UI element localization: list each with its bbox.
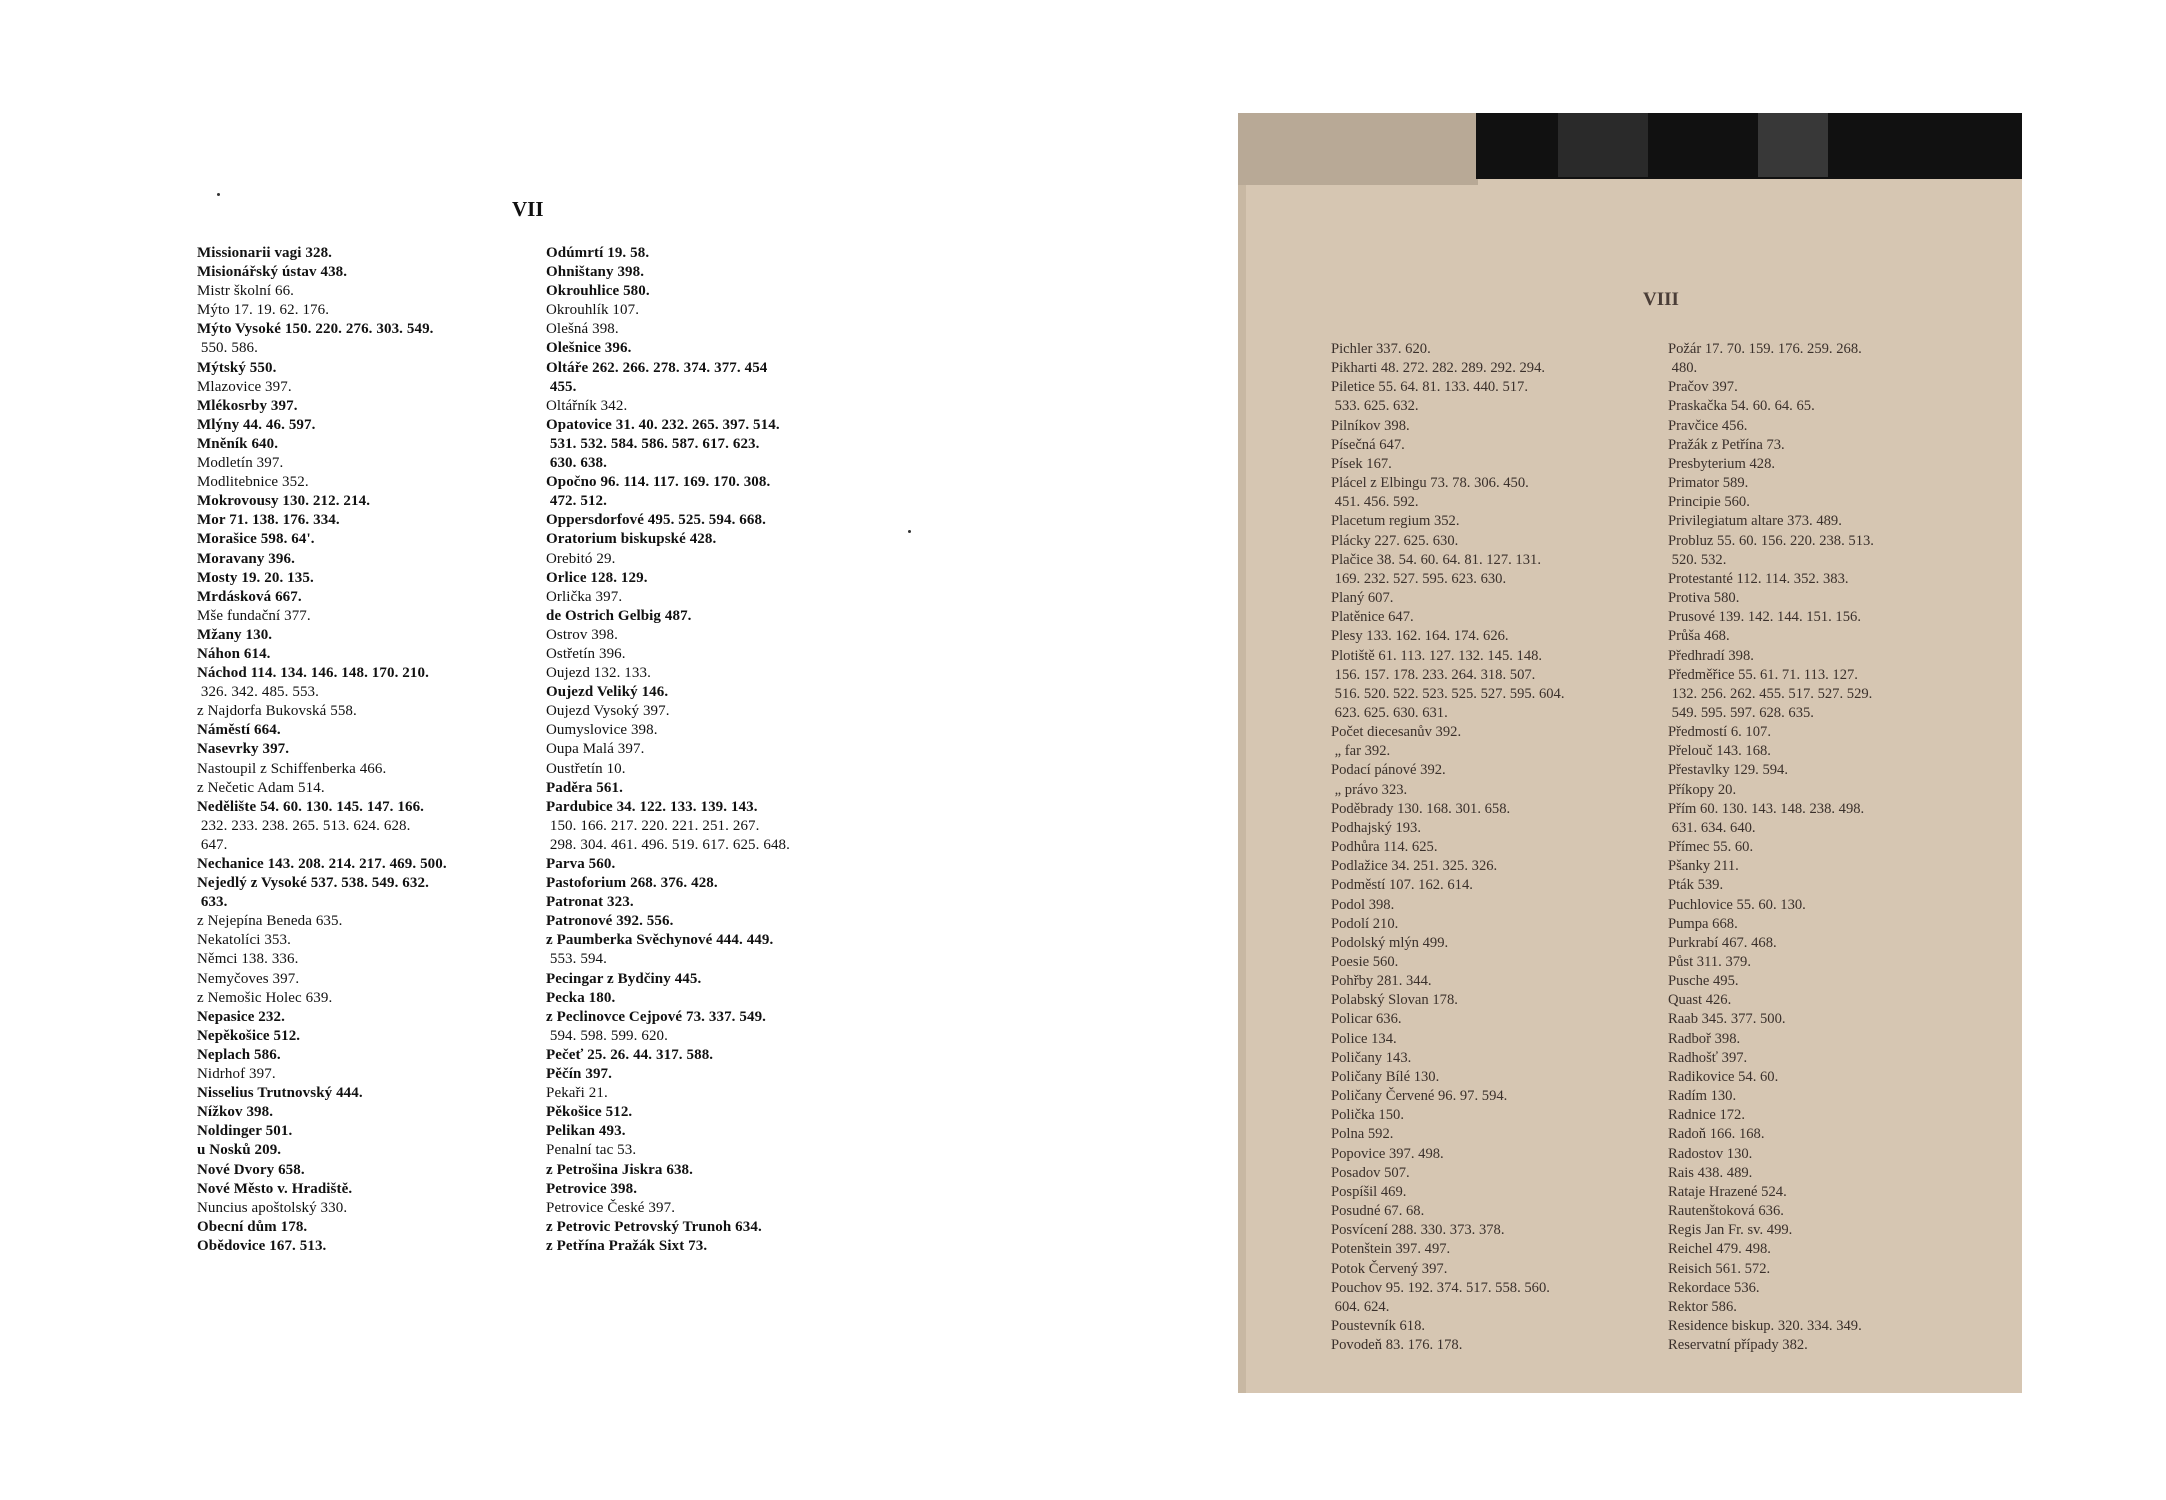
index-entry: Nemyčoves 397. bbox=[197, 970, 300, 987]
index-entry: Oupa Malá 397. bbox=[546, 741, 645, 758]
index-entry: Misionářský ústav 438. bbox=[197, 264, 348, 281]
index-entry: Rautenštoková 636. bbox=[1668, 1203, 1784, 1220]
index-entry: Quast 426. bbox=[1668, 992, 1732, 1009]
index-entry: 326. 342. 485. 553. bbox=[197, 684, 319, 701]
index-entry: Nedělište 54. 60. 130. 145. 147. 166. bbox=[197, 798, 425, 815]
index-entry: Poděbrady 130. 168. 301. 658. bbox=[1331, 800, 1511, 817]
index-entry: Okrouhlík 107. bbox=[546, 302, 640, 319]
index-entry: de Ostrich Gelbig 487. bbox=[546, 607, 692, 624]
index-entry: Oujezd Veliký 146. bbox=[546, 684, 669, 701]
index-entry: Pospíšil 469. bbox=[1331, 1183, 1407, 1200]
index-entry: Podací pánové 392. bbox=[1331, 762, 1446, 779]
index-entry: Předhradí 398. bbox=[1668, 647, 1754, 664]
index-entry: Nepěkošice 512. bbox=[197, 1027, 301, 1044]
index-entry: z Paumberka Svěchynové 444. 449. bbox=[546, 932, 774, 949]
index-entry: Police 134. bbox=[1331, 1030, 1397, 1047]
index-entry: z Nečetic Adam 514. bbox=[197, 779, 325, 796]
index-entry: Radikovice 54. 60. bbox=[1668, 1068, 1779, 1085]
index-entry: Oujezd 132. 133. bbox=[546, 665, 651, 682]
index-entry: Mistr školní 66. bbox=[197, 283, 295, 300]
index-entry: Radnice 172. bbox=[1668, 1107, 1746, 1124]
index-entry: Nekatolíci 353. bbox=[197, 932, 291, 949]
index-entry: Modlitebnice 352. bbox=[197, 474, 309, 491]
index-entry: Patronat 323. bbox=[546, 894, 634, 911]
index-entry: Písek 167. bbox=[1331, 455, 1392, 472]
index-entry: Radostov 130. bbox=[1668, 1145, 1753, 1162]
index-entry: Ohništany 398. bbox=[546, 264, 645, 281]
index-entry: Placetum regium 352. bbox=[1331, 513, 1460, 530]
index-entry: Mor 71. 138. 176. 334. bbox=[197, 512, 340, 529]
index-entry: Mosty 19. 20. 135. bbox=[197, 569, 314, 586]
index-entry: Nechanice 143. 208. 214. 217. 469. 500. bbox=[197, 856, 447, 872]
index-entry: Radboř 398. bbox=[1668, 1030, 1741, 1047]
index-entry: Popovice 397. 498. bbox=[1331, 1145, 1444, 1162]
index-entry: Orlička 397. bbox=[546, 588, 623, 605]
index-entry: Radím 130. bbox=[1668, 1088, 1737, 1105]
index-entry: Modletín 397. bbox=[197, 455, 284, 472]
index-entry: „ právo 323. bbox=[1331, 781, 1408, 798]
index-entry: Piletice 55. 64. 81. 133. 440. 517. bbox=[1331, 379, 1529, 396]
index-entry: Penalní tac 53. bbox=[546, 1142, 637, 1159]
index-entry: Poličany Bílé 130. bbox=[1331, 1068, 1440, 1085]
index-entry: 623. 625. 630. 631. bbox=[1331, 704, 1448, 721]
index-entry: Mokrovousy 130. 212. 214. bbox=[197, 493, 371, 510]
index-entry: Podolský mlýn 499. bbox=[1331, 934, 1449, 951]
index-entry: Paděra 561. bbox=[546, 779, 623, 796]
index-entry: Reichel 479. 498. bbox=[1668, 1241, 1771, 1258]
index-entry: Missionarii vagi 328. bbox=[197, 245, 333, 261]
index-entry: Poličany 143. bbox=[1331, 1049, 1412, 1066]
index-entry: 531. 532. 584. 586. 587. 617. 623. bbox=[546, 435, 760, 452]
speck-mark bbox=[217, 193, 220, 196]
index-entry: 647. bbox=[197, 836, 228, 853]
index-entry: Potenštein 397. 497. bbox=[1331, 1241, 1451, 1258]
page-spine-edge bbox=[1238, 185, 1246, 1393]
index-entry: Plotiště 61. 113. 127. 132. 145. 148. bbox=[1331, 647, 1543, 664]
index-entry: Nejedlý z Vysoké 537. 538. 549. 632. bbox=[197, 875, 429, 892]
index-entry: Požár 17. 70. 159. 176. 259. 268. bbox=[1668, 341, 1862, 357]
scan-edge-shade bbox=[1758, 113, 1828, 177]
index-entry: Protestanté 112. 114. 352. 383. bbox=[1668, 570, 1849, 587]
page-number: VII bbox=[512, 197, 544, 221]
right-page-scan bbox=[1238, 113, 2022, 1393]
index-entry: Protiva 580. bbox=[1668, 590, 1740, 607]
index-entry: Purkrabí 467. 468. bbox=[1668, 934, 1777, 951]
index-entry: Nuncius apoštolský 330. bbox=[197, 1199, 348, 1216]
index-entry: z Najdorfa Bukovská 558. bbox=[197, 703, 357, 720]
index-entry: Plácel z Elbingu 73. 78. 306. 450. bbox=[1331, 475, 1529, 492]
index-entry: Pardubice 34. 122. 133. 139. 143. bbox=[546, 798, 758, 815]
index-entry: Náhon 614. bbox=[197, 645, 271, 662]
index-entry: Nasevrky 397. bbox=[197, 741, 290, 758]
index-entry: Probluz 55. 60. 156. 220. 238. 513. bbox=[1668, 532, 1874, 549]
index-entry: Primator 589. bbox=[1668, 475, 1749, 492]
index-entry: 550. 586. bbox=[197, 340, 258, 357]
index-entry: Petrovice 398. bbox=[546, 1180, 638, 1197]
index-entry: Pečeť 25. 26. 44. 317. 588. bbox=[546, 1046, 714, 1063]
index-entry: Nisselius Trutnovský 444. bbox=[197, 1085, 363, 1102]
index-entry: Nastoupil z Schiffenberka 466. bbox=[197, 760, 387, 777]
index-entry: Náměstí 664. bbox=[197, 722, 281, 739]
index-entry: Oratorium biskupské 428. bbox=[546, 531, 717, 548]
index-entry: Obecní dům 178. bbox=[197, 1218, 308, 1235]
index-entry: Olešnice 396. bbox=[546, 340, 632, 357]
index-entry: Přelouč 143. 168. bbox=[1668, 743, 1771, 760]
index-entry: Radhošť 397. bbox=[1668, 1049, 1748, 1066]
index-entry: Orebitó 29. bbox=[546, 550, 616, 567]
index-column-right bbox=[1668, 340, 1874, 1355]
index-entry: Mše fundační 377. bbox=[197, 607, 311, 624]
index-entry: Patronové 392. 556. bbox=[546, 913, 674, 930]
index-entry: Polička 150. bbox=[1331, 1107, 1404, 1124]
index-entry: 472. 512. bbox=[546, 493, 607, 510]
index-entry: 298. 304. 461. 496. 519. 617. 625. 648. bbox=[546, 836, 790, 853]
index-entry: Počet diecesanův 392. bbox=[1331, 724, 1462, 741]
index-entry: 132. 256. 262. 455. 517. 527. 529. bbox=[1668, 685, 1873, 702]
index-entry: 516. 520. 522. 523. 525. 527. 595. 604. bbox=[1331, 685, 1565, 702]
index-entry: Polna 592. bbox=[1331, 1126, 1394, 1143]
index-entry: Rektor 586. bbox=[1668, 1298, 1737, 1315]
index-column-left bbox=[197, 244, 447, 1256]
index-entry: Oumyslovice 398. bbox=[546, 722, 658, 739]
index-entry: 156. 157. 178. 233. 264. 318. 507. bbox=[1331, 666, 1536, 683]
index-entry: Mlazovice 397. bbox=[197, 378, 292, 395]
index-entry: Morašice 598. 64'. bbox=[197, 531, 315, 548]
index-entry: Radoň 166. 168. bbox=[1668, 1126, 1765, 1143]
index-entry: Posudné 67. 68. bbox=[1331, 1203, 1425, 1220]
index-entry: Rais 438. 489. bbox=[1668, 1164, 1753, 1181]
index-entry: Planý 607. bbox=[1331, 590, 1394, 607]
index-entry: Nidrhof 397. bbox=[197, 1066, 276, 1083]
index-entry: Pekaři 21. bbox=[546, 1085, 608, 1102]
index-entry: Půst 311. 379. bbox=[1668, 954, 1751, 970]
index-entry: 594. 598. 599. 620. bbox=[546, 1027, 668, 1044]
index-entry: Oltáře 262. 266. 278. 374. 377. 454 bbox=[546, 359, 768, 376]
index-entry: Obědovice 167. 513. bbox=[197, 1237, 327, 1254]
index-entry: Plesy 133. 162. 164. 174. 626. bbox=[1331, 628, 1509, 645]
index-entry: Pěčín 397. bbox=[546, 1066, 612, 1083]
index-entry: Pilníkov 398. bbox=[1331, 417, 1410, 434]
index-entry: Poesie 560. bbox=[1331, 954, 1399, 970]
index-entry: Odúmrtí 19. 58. bbox=[546, 245, 650, 261]
index-entry: z Petrošina Jiskra 638. bbox=[546, 1161, 694, 1178]
index-entry: Praskačka 54. 60. 64. 65. bbox=[1668, 398, 1815, 415]
index-entry: Předmostí 6. 107. bbox=[1668, 724, 1771, 741]
index-entry: Okrouhlice 580. bbox=[546, 283, 650, 300]
index-entry: Ostřetín 396. bbox=[546, 645, 626, 662]
index-entry: Podhajský 193. bbox=[1331, 819, 1421, 836]
index-entry: z Nemošic Holec 639. bbox=[197, 989, 333, 1006]
index-entry: 520. 532. bbox=[1668, 551, 1727, 568]
index-entry: Poličany Červené 96. 97. 594. bbox=[1331, 1088, 1508, 1105]
index-entry: Náchod 114. 134. 146. 148. 170. 210. bbox=[197, 665, 429, 682]
index-entry: Podolí 210. bbox=[1331, 915, 1399, 932]
index-entry: 169. 232. 527. 595. 623. 630. bbox=[1331, 570, 1507, 587]
index-entry: Posvícení 288. 330. 373. 378. bbox=[1331, 1222, 1505, 1239]
index-entry: Pumpa 668. bbox=[1668, 915, 1738, 932]
index-entry: Olešná 398. bbox=[546, 321, 619, 338]
index-entry: Raab 345. 377. 500. bbox=[1668, 1011, 1786, 1028]
index-entry: Puchlovice 55. 60. 130. bbox=[1668, 896, 1806, 913]
index-column-left bbox=[1331, 340, 1565, 1355]
index-entry: Parva 560. bbox=[546, 856, 616, 872]
index-entry: Povodeň 83. 176. 178. bbox=[1331, 1337, 1463, 1354]
index-entry: 232. 233. 238. 265. 513. 624. 628. bbox=[197, 817, 411, 834]
index-entry: z Peclinovce Cejpové 73. 337. 549. bbox=[546, 1008, 767, 1025]
index-entry: Přímec 55. 60. bbox=[1668, 839, 1754, 856]
index-entry: Podol 398. bbox=[1331, 896, 1395, 913]
index-entry: Privilegiatum altare 373. 489. bbox=[1668, 513, 1842, 530]
index-entry: u Nosků 209. bbox=[197, 1142, 282, 1159]
index-entry: Mýtský 550. bbox=[197, 359, 277, 376]
index-entry: Potok Červený 397. bbox=[1331, 1260, 1448, 1277]
index-entry: Prusové 139. 142. 144. 151. 156. bbox=[1668, 609, 1861, 626]
index-entry: Pecka 180. bbox=[546, 989, 616, 1006]
index-entry: Orlice 128. 129. bbox=[546, 569, 648, 586]
index-entry: z Petřína Pražák Sixt 73. bbox=[546, 1237, 708, 1254]
index-entry: Posadov 507. bbox=[1331, 1164, 1410, 1181]
index-entry: 604. 624. bbox=[1331, 1298, 1390, 1315]
index-entry: 451. 456. 592. bbox=[1331, 494, 1419, 511]
index-entry: Pikharti 48. 272. 282. 289. 292. 294. bbox=[1331, 360, 1546, 377]
index-entry: Oujezd Vysoký 397. bbox=[546, 703, 670, 720]
page-number: VIII bbox=[1643, 289, 1679, 310]
index-entry: Pěkošice 512. bbox=[546, 1104, 633, 1121]
index-entry: 553. 594. bbox=[546, 951, 607, 968]
index-entry: Nížkov 398. bbox=[197, 1104, 274, 1121]
index-entry: 480. bbox=[1668, 360, 1698, 377]
index-entry: Mlékosrby 397. bbox=[197, 397, 298, 414]
index-entry: Regis Jan Fr. sv. 499. bbox=[1668, 1222, 1793, 1239]
index-entry: Pelikan 493. bbox=[546, 1123, 626, 1140]
index-entry: Platěnice 647. bbox=[1331, 609, 1414, 626]
speck-mark bbox=[908, 530, 911, 533]
index-entry: Písečná 647. bbox=[1331, 436, 1405, 453]
index-entry: Oltářník 342. bbox=[546, 397, 628, 414]
scan-edge-light bbox=[1238, 113, 1478, 185]
index-entry: Pecingar z Bydčiny 445. bbox=[546, 970, 702, 987]
index-entry: z Nejepína Beneda 635. bbox=[197, 913, 343, 930]
index-entry: Podlažice 34. 251. 325. 326. bbox=[1331, 858, 1498, 875]
index-entry: Přestavlky 129. 594. bbox=[1668, 762, 1788, 779]
index-entry: Nové Dvory 658. bbox=[197, 1161, 305, 1178]
index-entry: Opatovice 31. 40. 232. 265. 397. 514. bbox=[546, 416, 780, 433]
index-entry: Pračov 397. bbox=[1668, 379, 1738, 396]
index-entry: 633. bbox=[197, 894, 228, 911]
index-entry: Opočno 96. 114. 117. 169. 170. 308. bbox=[546, 474, 771, 491]
index-entry: Podhůra 114. 625. bbox=[1331, 839, 1438, 856]
index-entry: Moravany 396. bbox=[197, 550, 295, 567]
index-entry: Mžany 130. bbox=[197, 626, 273, 643]
index-entry: Pouchov 95. 192. 374. 517. 558. 560. bbox=[1331, 1279, 1550, 1296]
index-entry: 631. 634. 640. bbox=[1668, 819, 1756, 836]
index-entry: Ostrov 398. bbox=[546, 626, 618, 643]
index-entry: Principie 560. bbox=[1668, 494, 1750, 511]
scan-edge-shade bbox=[1558, 113, 1648, 177]
index-entry: Nové Město v. Hradiště. bbox=[197, 1180, 353, 1197]
index-entry: 455. bbox=[546, 378, 577, 395]
index-entry: Neplach 586. bbox=[197, 1046, 281, 1063]
index-entry: Mrdásková 667. bbox=[197, 588, 302, 605]
index-entry: Reservatní případy 382. bbox=[1668, 1337, 1808, 1354]
index-entry: Policar 636. bbox=[1331, 1011, 1402, 1028]
index-entry: Petrovice České 397. bbox=[546, 1199, 676, 1216]
index-entry: „ far 392. bbox=[1331, 743, 1391, 760]
index-entry: Polabský Slovan 178. bbox=[1331, 992, 1458, 1009]
index-entry: Němci 138. 336. bbox=[197, 951, 299, 968]
index-entry: Pravčice 456. bbox=[1668, 417, 1748, 434]
index-entry: Průša 468. bbox=[1668, 628, 1730, 645]
index-entry: Pohřby 281. 344. bbox=[1331, 973, 1432, 990]
index-entry: Pražák z Petřína 73. bbox=[1668, 436, 1785, 453]
index-entry: Příkopy 20. bbox=[1668, 781, 1737, 798]
index-entry: Předměřice 55. 61. 71. 113. 127. bbox=[1668, 666, 1858, 683]
index-entry: Nepasice 232. bbox=[197, 1008, 285, 1025]
index-entry: Mlýny 44. 46. 597. bbox=[197, 416, 316, 433]
index-entry: Plácky 227. 625. 630. bbox=[1331, 532, 1459, 549]
index-entry: Mýto Vysoké 150. 220. 276. 303. 549. bbox=[197, 321, 434, 338]
index-entry: 549. 595. 597. 628. 635. bbox=[1668, 704, 1814, 721]
index-entry: 630. 638. bbox=[546, 455, 607, 472]
index-entry: Pták 539. bbox=[1668, 877, 1724, 894]
index-column-right bbox=[546, 244, 790, 1256]
index-entry: Noldinger 501. bbox=[197, 1123, 293, 1140]
index-entry: Residence biskup. 320. 334. 349. bbox=[1668, 1317, 1862, 1334]
index-entry: Mněník 640. bbox=[197, 435, 279, 452]
index-entry: Mýto 17. 19. 62. 176. bbox=[197, 302, 330, 319]
index-entry: Pastoforium 268. 376. 428. bbox=[546, 875, 718, 892]
index-entry: Pichler 337. 620. bbox=[1331, 341, 1431, 357]
index-entry: Oppersdorfové 495. 525. 594. 668. bbox=[546, 512, 766, 529]
index-entry: Pšanky 211. bbox=[1668, 858, 1739, 875]
index-entry: Oustřetín 10. bbox=[546, 760, 626, 777]
index-entry: 150. 166. 217. 220. 221. 251. 267. bbox=[546, 817, 760, 834]
index-entry: Presbyterium 428. bbox=[1668, 455, 1776, 472]
index-entry: Plačice 38. 54. 60. 64. 81. 127. 131. bbox=[1331, 551, 1541, 568]
index-entry: z Petrovic Petrovský Trunoh 634. bbox=[546, 1218, 762, 1235]
index-entry: Podměstí 107. 162. 614. bbox=[1331, 877, 1473, 894]
index-entry: Přím 60. 130. 143. 148. 238. 498. bbox=[1668, 800, 1865, 817]
index-entry: Rataje Hrazené 524. bbox=[1668, 1183, 1787, 1200]
index-entry: 533. 625. 632. bbox=[1331, 398, 1419, 415]
index-entry: Pusche 495. bbox=[1668, 973, 1739, 990]
index-entry: Poustevník 618. bbox=[1331, 1317, 1426, 1334]
index-entry: Rekordace 536. bbox=[1668, 1279, 1760, 1296]
index-entry: Reisich 561. 572. bbox=[1668, 1260, 1771, 1277]
